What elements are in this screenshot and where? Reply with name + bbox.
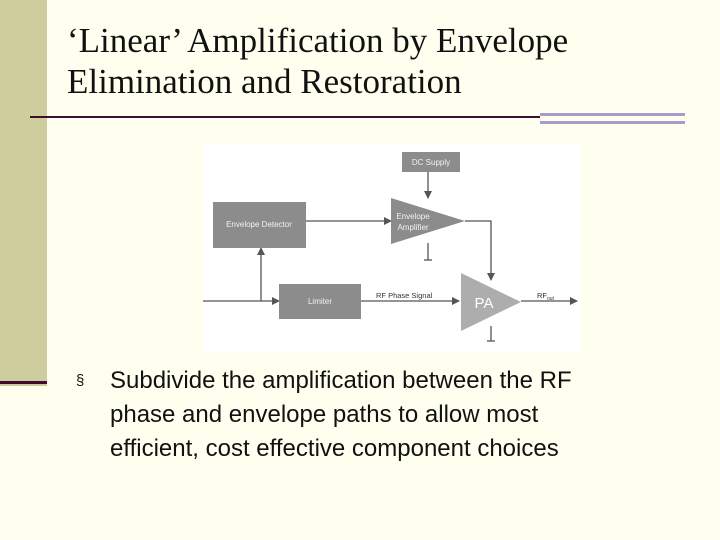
amplifier-to-pa-line [465, 221, 491, 280]
pa-label: PA [474, 295, 494, 312]
title-accent-rule-top [540, 113, 685, 116]
rf-out-subscript: out [547, 296, 554, 302]
bullet-text [110, 364, 690, 466]
envelope-amplifier-triangle [391, 198, 465, 244]
left-accent-bar [0, 0, 47, 386]
title-underline [30, 116, 540, 118]
envelope-amplifier-label-line-2: Amplifier [397, 223, 429, 232]
title-accent-rule-bottom [540, 121, 685, 124]
bullet-line-1: Subdivide the amplification between the RF [110, 367, 572, 394]
bullet-line-2: phase and envelope paths to allow most [110, 401, 539, 428]
title-line-1: ‘Linear’ Amplification by Envelope [67, 21, 569, 60]
rf-phase-signal-label: RF Phase Signal [376, 291, 433, 300]
signal-lines [203, 172, 577, 341]
eer-block-diagram [203, 143, 581, 353]
envelope-detector-label: Envelope Detector [226, 220, 292, 229]
title-line-2: Elimination and Restoration [67, 62, 462, 101]
rf-out-main: RF [537, 291, 547, 300]
dc-supply-label: DC Supply [411, 158, 451, 167]
left-accent-rule [0, 381, 47, 384]
bullet-line-3: efficient, cost effective component choices [110, 435, 559, 462]
limiter-label: Limiter [307, 297, 333, 306]
envelope-amplifier-label-line-1: Envelope [396, 212, 430, 221]
bullet-marker: § [76, 372, 85, 389]
slide-title [67, 20, 707, 102]
